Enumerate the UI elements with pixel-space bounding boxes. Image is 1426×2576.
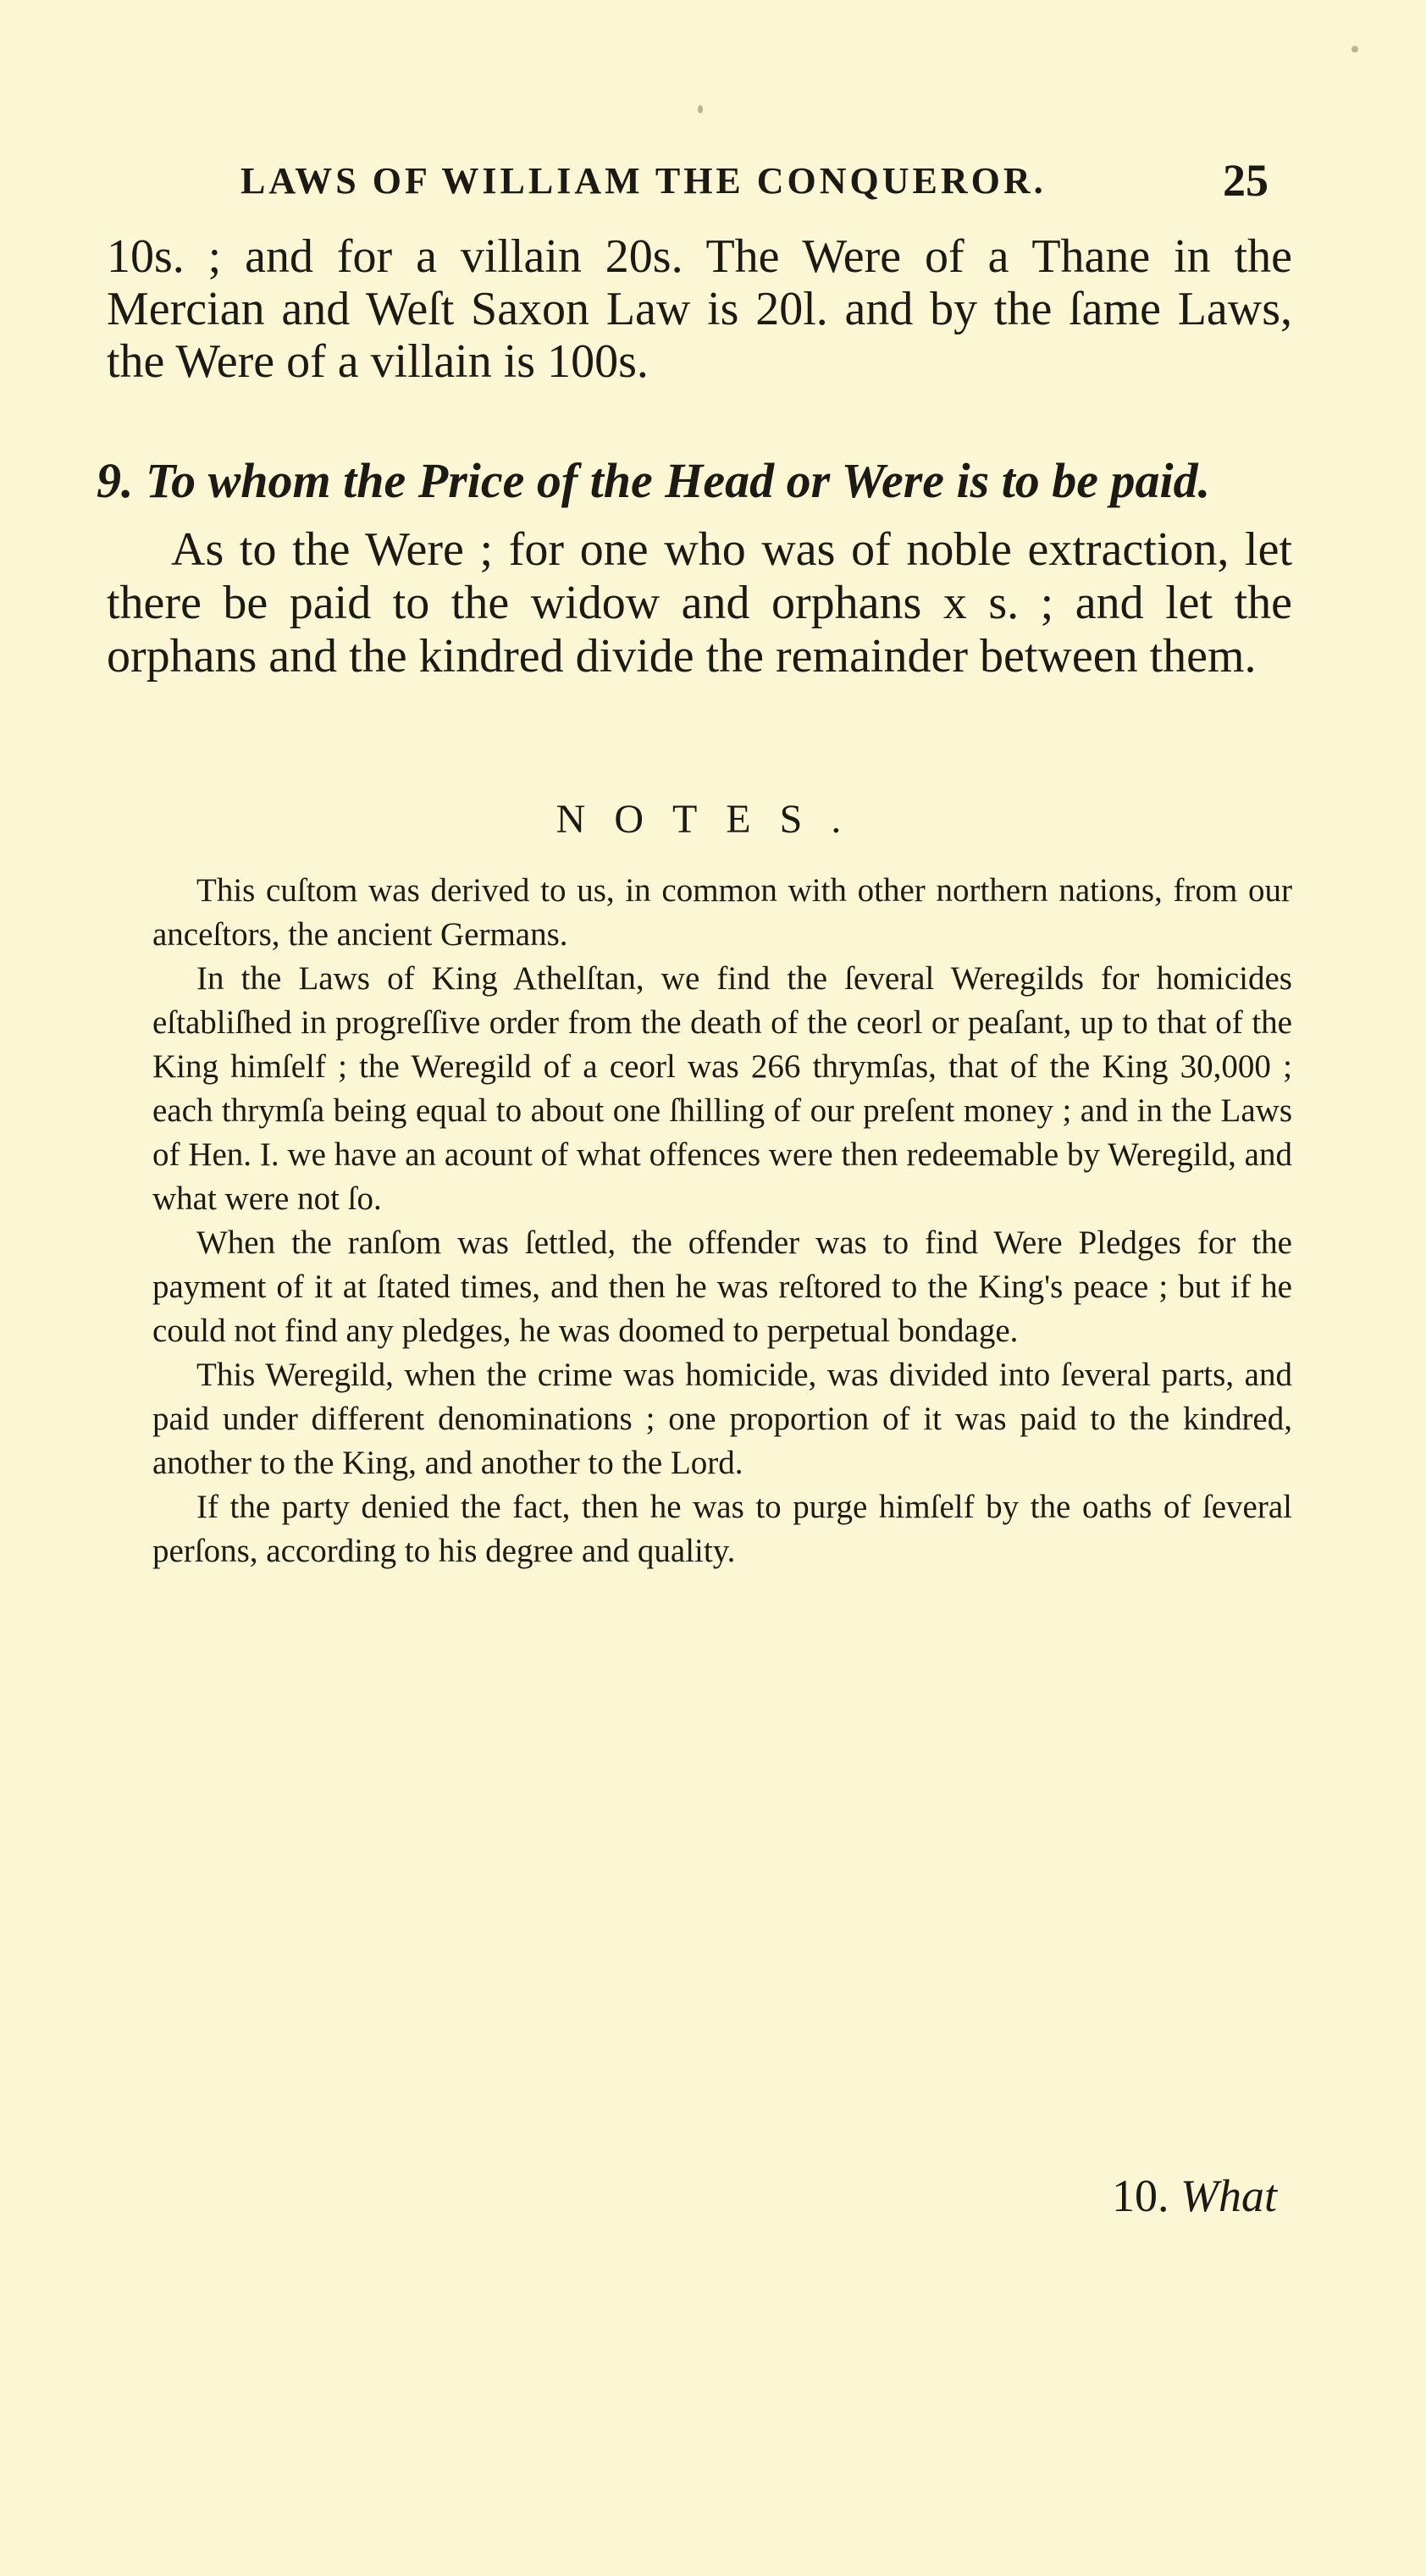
catchword-number: 10. xyxy=(1112,2170,1169,2221)
running-header xyxy=(240,155,1268,210)
continued-paragraph xyxy=(107,230,1292,388)
print-speck xyxy=(698,105,703,113)
page-number: 25 xyxy=(1223,155,1268,206)
note-paragraph: This cuſtom was derived to us, in common with other northern nations, from our anceſtors, the ancient Germans. xyxy=(152,872,1292,953)
notes-block xyxy=(152,869,1292,1573)
section-title: To whom the Price of the Head or Were is to be paid. xyxy=(146,453,1211,508)
note-paragraph: When the ranſom was ſettled, the offender was to find Were Pledges for the payment of it at ſtated times, and then he was reſtored to the King's peace ; but if he could not find any pledges, he was doomed to perpetual bondage. xyxy=(152,1224,1292,1349)
running-title: LAWS OF WILLIAM THE CONQUEROR. xyxy=(240,160,1047,202)
note-paragraph: This Weregild, when the crime was homicide, was divided into ſeveral parts, and paid under different denominations ; one proportion of it was paid to the kindred, another to the King, and another to the Lord. xyxy=(152,1357,1292,1481)
lead-text: 10s. ; and for a villain 20s. The Were of a Thane in the Mercian and Weſt Saxon Law is 20l. and by the ſame Laws, the Were of a villain is 100s. xyxy=(107,230,1292,388)
notes-heading: NOTES. xyxy=(555,797,871,842)
print-speck xyxy=(1351,46,1358,53)
section-body-text: As to the Were ; for one who was of noble extraction, let there be paid to the widow and orphans x s. ; and let the orphans and the kindred divide the remainder between them. xyxy=(107,523,1292,683)
catchword-word: What xyxy=(1180,2170,1277,2221)
section-number: 9. xyxy=(97,453,134,508)
note-paragraph: If the party denied the fact, then he was to purge himſelf by the oaths of ſeveral perſons, according to his degree and quality. xyxy=(152,1489,1292,1569)
section-body xyxy=(107,523,1292,683)
section-heading xyxy=(97,452,1299,509)
note-paragraph: In the Laws of King Athelſtan, we find the ſeveral Weregilds for homicides eſtabliſhed in progreſſive order from the death of the ceorl or peaſant, up to that of the King himſelf ; the Weregild of a ceorl was 266 thrymſas, that of the King 30,000 ; each thrymſa being equal to about one ſhilling of our preſent money ; and in the Laws of Hen. I. we have an acount of what offences were then redeemable by Weregild, and what were not ſo. xyxy=(152,960,1292,1217)
catchword xyxy=(1112,2170,1277,2222)
